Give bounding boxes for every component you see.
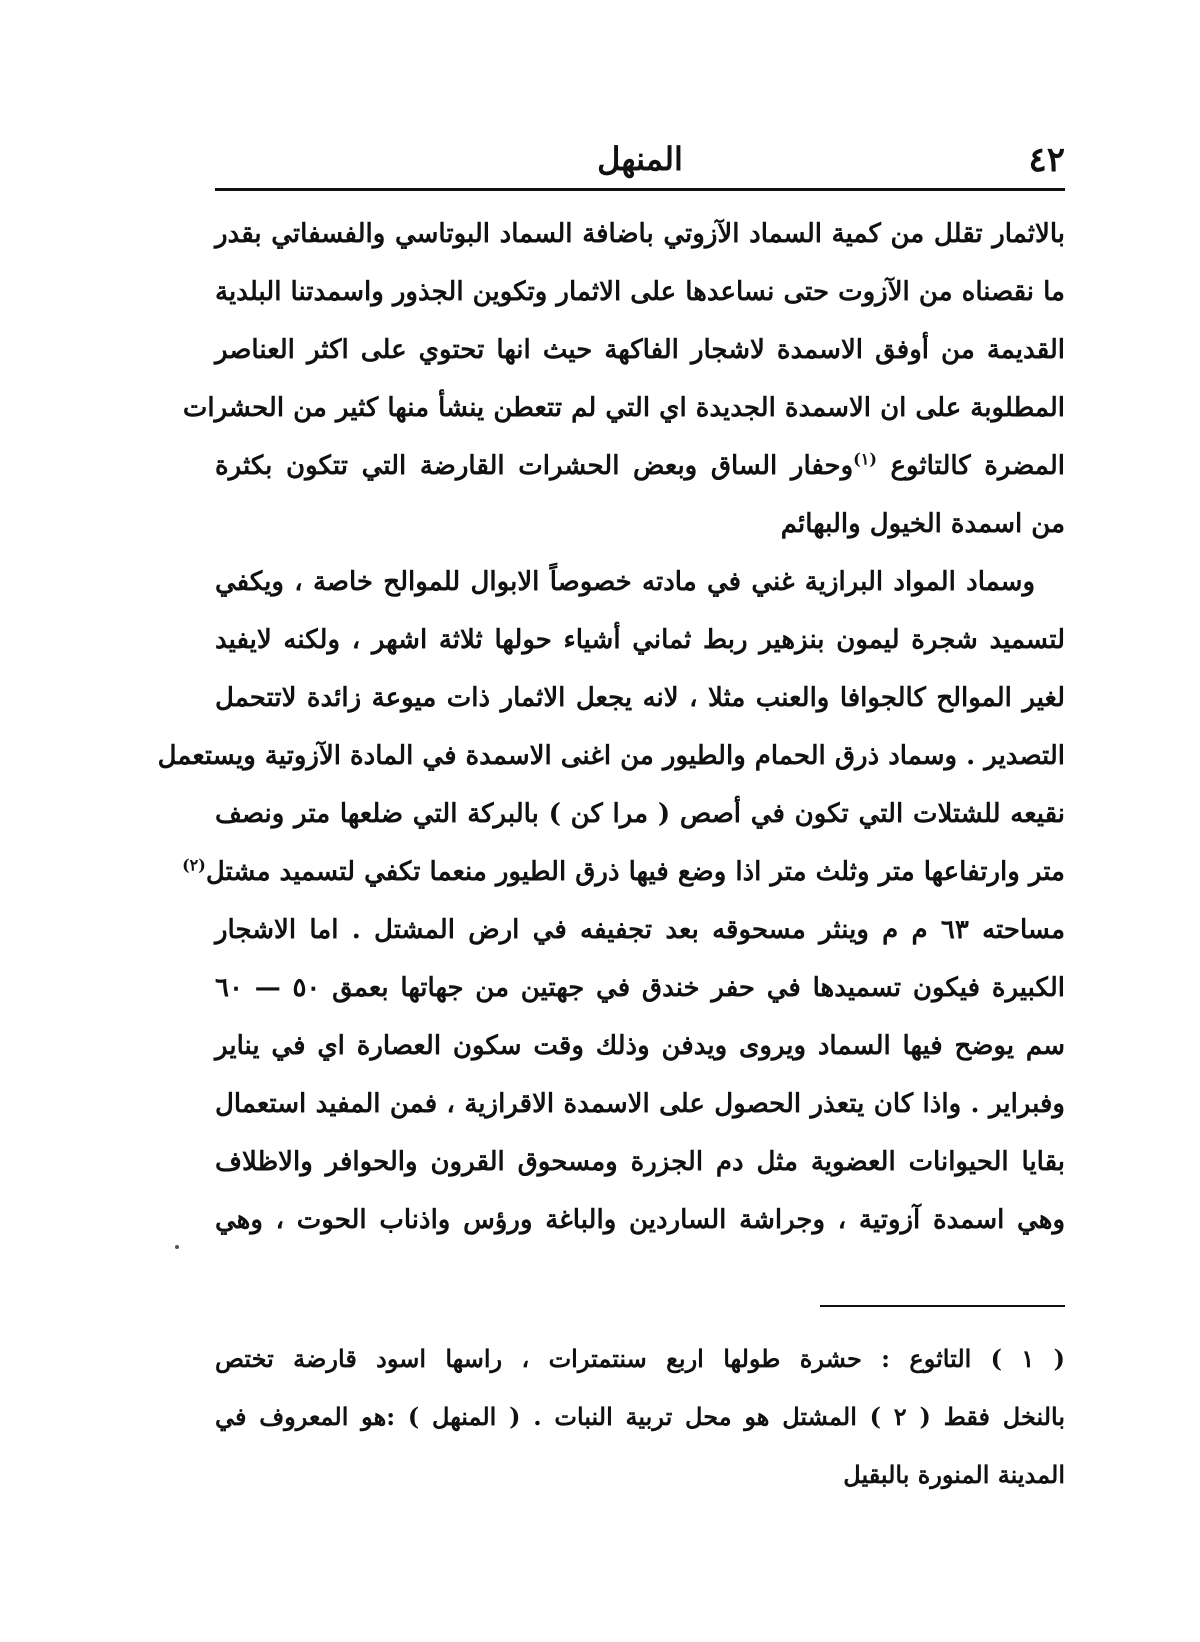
- footnotes: [215, 1330, 1065, 1504]
- body-line: مساحته ٦٣ م م وينثر مسحوقه بعد تجفيفه في ارض المشتل . اما الاشجار: [215, 915, 1066, 945]
- footnote-line: المدينة المنورة بالبقيل: [843, 1460, 1065, 1489]
- footnote-line: بالنخل فقط ( ٢ ) المشتل هو محل تربية النبات . ( المنهل ) :هو المعروف في: [215, 1402, 1065, 1431]
- body-line: القديمة من أوفق الاسمدة لاشجار الفاكهة حيث انها تحتوي على اكثر العناصر: [215, 335, 1065, 365]
- page-header: [215, 140, 1065, 180]
- body-line: الكبيرة فيكون تسميدها في حفر خندق في جهتين من جهاتها بعمق ٥٠ — ٦٠: [215, 973, 1065, 1003]
- page-number: ٤٢: [1028, 140, 1065, 180]
- body-line: ما نقصناه من الآزوت حتى نساعدها على الاثمار وتكوين الجذور واسمدتنا البلدية: [215, 277, 1065, 307]
- footnote-line: ( ١ ) التاثوع : حشرة طولها اربع سنتمترات ، راسها اسود قارضة تختص: [215, 1344, 1065, 1373]
- body-line: لتسميد شجرة ليمون بنزهير ربط ثماني أشياء حولها ثلاثة اشهر ، ولكنه لايفيد: [215, 625, 1065, 655]
- body-line: وفبراير . واذا كان يتعذر الحصول على الاسمدة الاقرازية ، فمن المفيد استعمال: [215, 1089, 1065, 1119]
- footnote-ref-2: (٢): [182, 855, 206, 875]
- body-line-text: متر وارتفاعها متر وثلث متر اذا وضع فيها ذرق الطيور منعما تكفي لتسميد مشتل: [205, 857, 1065, 887]
- body-line-prefix: المضرة كالتاثوع: [890, 451, 1065, 481]
- body-line: وسماد المواد البرازية غني في مادته خصوصاً الابوال للموالح خاصة ، ويكفي: [215, 567, 1035, 597]
- margin-mark: [175, 1245, 179, 1249]
- footnote-ref-1: (١): [853, 449, 877, 469]
- body-line-rest: وحفار الساق وبعض الحشرات القارضة التي تتكون بكثرة: [215, 451, 854, 481]
- body-line: التصدير . وسماد ذرق الحمام والطيور من اغنى الاسمدة في المادة الآزوتية ويستعمل: [157, 741, 1065, 771]
- body-line: لغير الموالح كالجوافا والعنب مثلا ، لانه يجعل الاثمار ذات ميوعة زائدة لاتتحمل: [215, 683, 1065, 713]
- body-line: المطلوبة على ان الاسمدة الجديدة اي التي لم تتعطن ينشأ منها كثير من الحشرات: [182, 393, 1065, 423]
- body-line: سم يوضح فيها السماد ويروى ويدفن وذلك وقت سكون العصارة اي في يناير: [215, 1031, 1065, 1061]
- body-line: نقيعه للشتلات التي تكون في أصص ( مرا كن ) بالبركة التي ضلعها متر ونصف: [215, 799, 1065, 829]
- header-rule: [215, 188, 1065, 191]
- footnote-rule: [820, 1305, 1065, 1307]
- body-line: من اسمدة الخيول والبهائم: [780, 509, 1065, 539]
- running-title: المنهل: [597, 140, 683, 178]
- body-line-with-footnote: [182, 843, 1065, 901]
- body-line: بالاثمار تقلل من كمية السماد الآزوتي باضافة السماد البوتاسي والفسفاتي بقدر: [215, 219, 1065, 249]
- body-line: وهي اسمدة آزوتية ، وجراشة الساردين والباغة ورؤس واذناب الحوت ، وهي: [215, 1205, 1065, 1235]
- body-line-with-footnote: [215, 437, 1065, 495]
- body-line: بقايا الحيوانات العضوية مثل دم الجزرة ومسحوق القرون والحوافر والاظلاف: [215, 1147, 1065, 1177]
- body-text: [157, 205, 1066, 1249]
